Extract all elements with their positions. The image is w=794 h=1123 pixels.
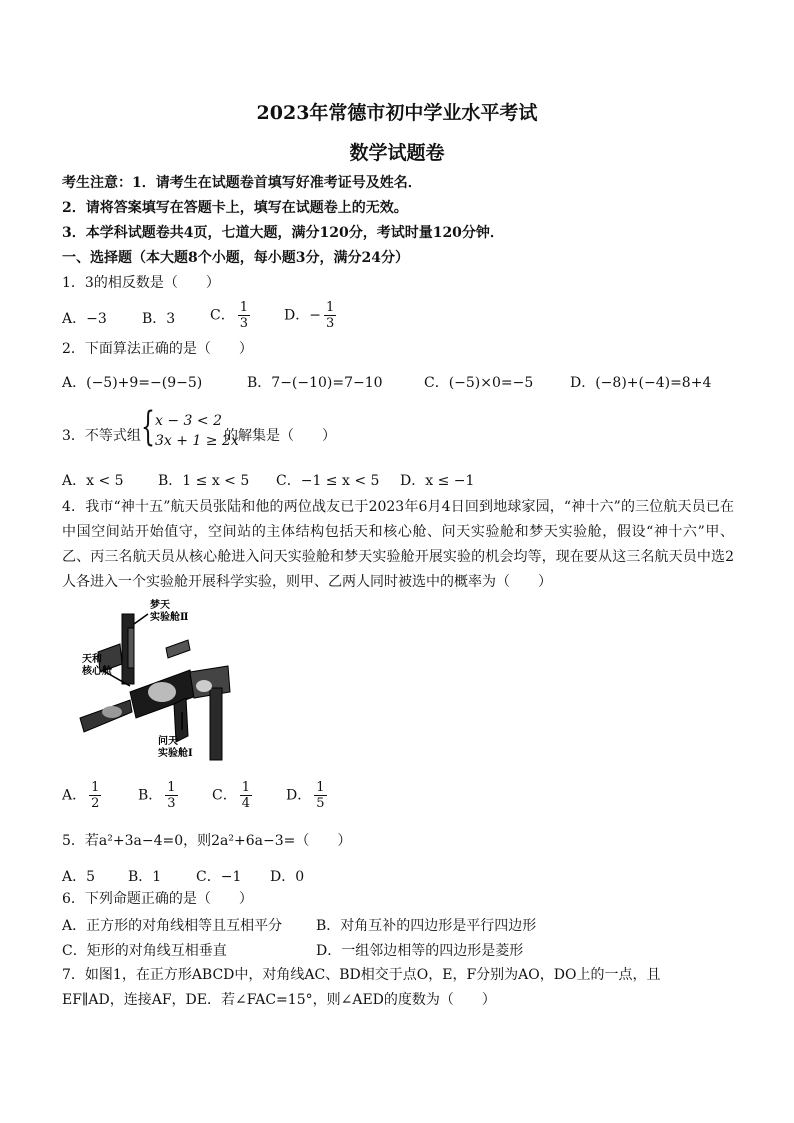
- label-wentian: 问天 实验舱Ⅰ: [158, 736, 193, 759]
- numerator: 1: [316, 780, 325, 795]
- option-a: A．5: [62, 869, 96, 885]
- option-b: B．1 ≤ x < 5: [158, 473, 250, 489]
- fraction: [314, 780, 326, 811]
- denominator: 5: [316, 796, 325, 811]
- fraction: [324, 300, 336, 331]
- brace-icon: {: [141, 404, 155, 450]
- option-d: [286, 780, 327, 811]
- denominator: 4: [241, 796, 250, 811]
- option-d: [284, 300, 336, 331]
- denominator: 3: [325, 316, 335, 331]
- option-a: A．x < 5: [62, 473, 124, 489]
- option-d: D．x ≤ −1: [400, 473, 475, 489]
- space-station-drawing: [70, 600, 240, 768]
- numerator: 1: [241, 780, 250, 795]
- option-b: B．3: [142, 311, 176, 327]
- question-1-stem: 1．3的相反数是（ ）: [62, 275, 220, 291]
- option-a-prefix: A．: [62, 787, 87, 804]
- question-5-stem: 5．若a²+3a−4=0，则2a²+6a−3=（ ）: [62, 833, 352, 849]
- option-c: [210, 300, 250, 331]
- option-b-prefix: B．: [138, 787, 163, 804]
- denominator: 2: [91, 796, 100, 811]
- option-c-prefix: C．: [212, 787, 237, 804]
- option-a: A．−3: [62, 311, 107, 327]
- option-c-prefix: C．: [210, 307, 235, 324]
- question-2-stem: 2．下面算法正确的是（ ）: [62, 341, 253, 357]
- section-heading: 一、选择题（本大题8个小题，每小题3分，满分24分）: [62, 250, 409, 266]
- option-c: [212, 780, 252, 811]
- question-7-line-1: 7．如图1，在正方形ABCD中，对角线AC、BD相交于点O，E，F分别为AO，DO上的一点，且: [62, 967, 661, 983]
- numerator: 1: [167, 780, 176, 795]
- option-b: B．对角互补的四边形是平行四边形: [316, 918, 537, 934]
- option-d: D．一组邻边相等的四边形是菱形: [316, 943, 524, 959]
- option-a: [62, 780, 101, 811]
- option-d: D．0: [270, 869, 305, 885]
- denominator: 3: [167, 796, 176, 811]
- option-a: A．正方形的对角线相等且互相平分: [62, 918, 283, 934]
- inequality-1: x − 3 < 2: [155, 413, 222, 429]
- notice-line-3: 3．本学科试题卷共4页，七道大题，满分120分，考试时量120分钟．: [62, 225, 504, 241]
- option-c: C．−1: [196, 869, 242, 885]
- option-d-prefix: D．: [286, 787, 312, 804]
- notice-line-1: 考生注意：1．请考生在试题卷首填写好准考证号及姓名．: [62, 175, 422, 191]
- fraction: [165, 780, 177, 811]
- fraction: [89, 780, 101, 811]
- option-a: A．(−5)+9=−(9−5): [62, 375, 203, 391]
- option-b: [138, 780, 178, 811]
- option-b: B．1: [128, 869, 162, 885]
- fraction: [238, 300, 250, 331]
- label-mengtian: 梦天 实验舱Ⅱ: [150, 600, 189, 623]
- question-7-line-2: EF∥AD，连接AF，DE．若∠FAC=15°，则∠AED的度数为（ ）: [62, 992, 496, 1008]
- option-c: C．−1 ≤ x < 5: [276, 473, 380, 489]
- numerator: 1: [325, 300, 335, 315]
- fraction: [240, 780, 252, 811]
- option-c: C．矩形的对角线互相垂直: [62, 943, 227, 959]
- numerator: 1: [91, 780, 100, 795]
- notice-line-2: 2．请将答案填写在答题卡上，填写在试题卷上的无效。: [62, 200, 408, 216]
- exam-title: 2023年常德市初中学业水平考试: [256, 102, 538, 124]
- exam-subtitle: 数学试题卷: [349, 142, 445, 164]
- space-station-figure: [70, 600, 240, 768]
- option-b: B．7−(−10)=7−10: [247, 375, 383, 391]
- numerator: 1: [239, 300, 248, 315]
- question-4-text: 4．我市“神十五”航天员张陆和他的两位战友已于2023年6月4日回到地球家园，“神十六”的三位航天员已在中国空间站开始值守，空间站的主体结构包括天和核心舱、问天实验舱和梦天实验舱，假设“神十六”甲、乙、丙三名航天员从核心舱进入问天实验舱和梦天实验舱开展实验的机会均等，现在要从这三名航天员中选2人各进入一个实验舱开展科学实验，则甲、乙两人同时被选中的概率为（ ）: [62, 499, 734, 590]
- option-d: D．(−8)+(−4)=8+4: [570, 375, 712, 391]
- option-d-prefix: D．−: [284, 307, 321, 324]
- option-c: C．(−5)×0=−5: [424, 375, 534, 391]
- question-6-stem: 6．下列命题正确的是（ ）: [62, 891, 253, 907]
- question-3-prefix: 3．不等式组: [62, 428, 141, 444]
- question-3-suffix: 的解集是（ ）: [224, 428, 336, 444]
- inequality-2: 3x + 1 ≥ 2x: [155, 433, 239, 449]
- label-tianhe: 天和 核心舱: [82, 654, 112, 677]
- denominator: 3: [239, 316, 248, 331]
